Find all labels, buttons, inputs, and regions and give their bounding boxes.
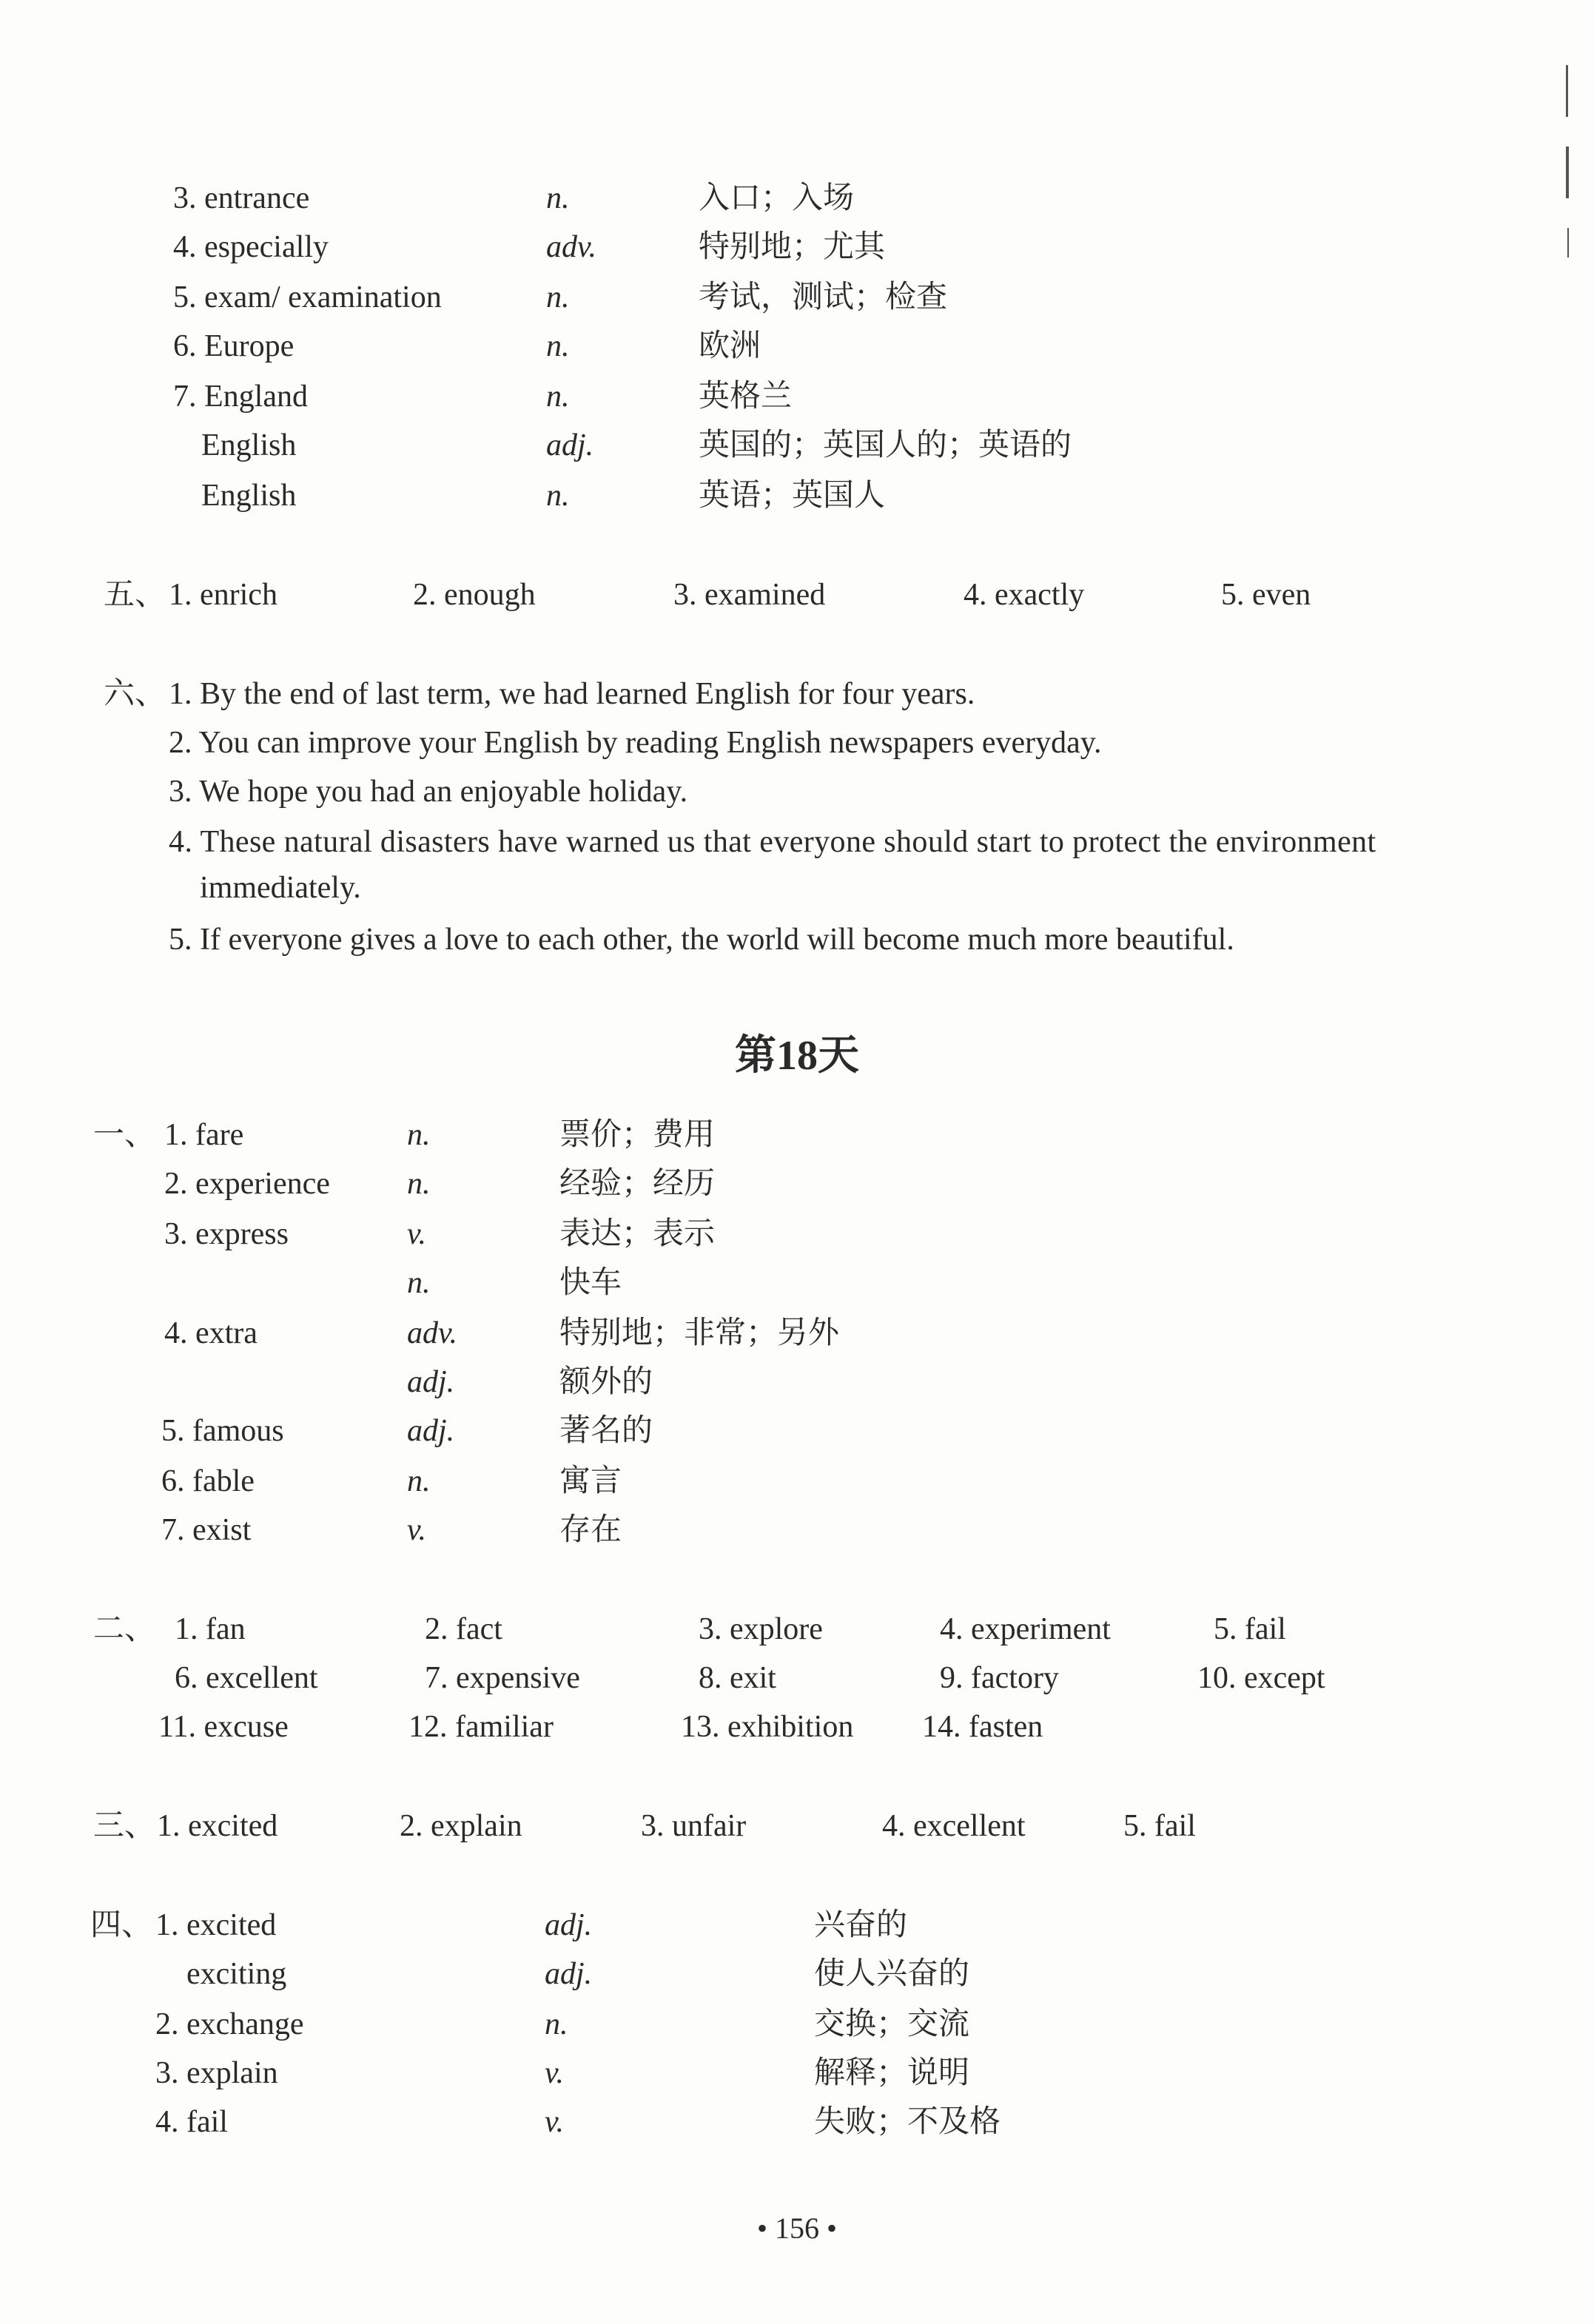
section-label: 四、 [90,1908,153,1942]
vocab-word: English [201,428,297,462]
vocab-pos: n. [546,280,570,314]
answer-item: 1. enrich [169,578,278,612]
vocab-word: 4. fail [155,2105,228,2139]
sentence: immediately. [200,871,361,905]
vocab-meaning: 英国的；英国人的；英语的 [699,428,1072,462]
vocab-word: 7. exist [161,1513,252,1547]
answer-item: 1. excited [157,1809,278,1843]
vocab-meaning: 入口；入场 [699,181,855,215]
section-label: 五、 [104,578,167,612]
answer-item: 7. expensive [425,1661,580,1695]
vocab-meaning: 欧洲 [699,329,761,363]
answer-item: 2. fact [425,1612,502,1646]
answer-item: 12. familiar [408,1710,554,1744]
vocab-pos: n. [545,2007,568,2041]
vocab-pos: adv. [407,1316,458,1350]
vocab-word: 3. explain [155,2056,278,2090]
answer-item: 4. excellent [882,1809,1026,1843]
answer-item: 13. exhibition [681,1710,854,1744]
vocab-meaning: 额外的 [559,1365,653,1399]
vocab-meaning: 票价；费用 [559,1118,716,1152]
vocab-meaning: 失败；不及格 [814,2105,1001,2139]
vocab-pos: n. [407,1167,431,1201]
sentence: 1. By the end of last term, we had learned English for four years. [169,677,975,711]
vocab-meaning: 英语；英国人 [699,479,886,513]
vocab-pos: n. [407,1464,431,1498]
vocab-pos: n. [546,479,570,513]
vocab-meaning: 解释；说明 [814,2056,970,2090]
vocab-word: 4. especially [173,230,329,264]
answer-item: 2. explain [400,1809,522,1843]
vocab-word: 3. express [164,1217,289,1251]
vocab-pos: v. [407,1217,427,1251]
page-number: • 156 • [756,2212,837,2245]
answer-item: 8. exit [699,1661,776,1695]
answer-item: 3. examined [673,578,826,612]
answer-item: 9. factory [940,1661,1059,1695]
answer-item: 2. enough [413,578,536,612]
answer-item: 10. except [1197,1661,1325,1695]
vocab-word: 1. excited [155,1908,277,1942]
vocab-word: 4. extra [164,1316,258,1350]
vocab-word: 7. England [173,380,308,414]
section-label: 三、 [93,1809,156,1843]
vocab-word: 6. Europe [173,329,295,363]
vocab-pos: adj. [546,428,594,462]
sentence: 3. We hope you had an enjoyable holiday. [169,775,688,809]
vocab-meaning: 兴奋的 [814,1908,908,1942]
vocab-word: 2. exchange [155,2007,304,2041]
vocab-pos: n. [407,1118,431,1152]
vocab-pos: adj. [407,1414,455,1448]
vocab-pos: adj. [545,1957,593,1991]
answer-item: 14. fasten [922,1710,1043,1744]
section-label: 一、 [93,1118,156,1152]
vocab-pos: n. [546,380,570,414]
section-label: 二、 [93,1612,156,1646]
vocab-pos: n. [546,329,570,363]
answer-item: 11. excuse [158,1710,289,1744]
vocab-pos: n. [546,181,570,215]
vocab-meaning: 寓言 [559,1464,622,1498]
vocab-meaning: 使人兴奋的 [814,1957,970,1991]
answer-item: 3. unfair [641,1809,747,1843]
answer-item: 6. excellent [175,1661,318,1695]
section-label: 六、 [104,677,167,711]
vocab-pos: v. [407,1513,427,1547]
vocab-meaning: 著名的 [559,1414,653,1448]
vocab-meaning: 表达；表示 [559,1217,716,1251]
vocab-word: 5. famous [161,1414,284,1448]
vocab-word: 2. experience [164,1167,330,1201]
vocab-pos: adj. [545,1908,593,1942]
answer-item: 4. exactly [964,578,1085,612]
vocab-word: 5. exam/ examination [173,280,442,314]
answer-item: 4. experiment [940,1612,1111,1646]
answer-item: 5. fail [1214,1612,1286,1646]
vocab-word: 6. fable [161,1464,255,1498]
margin-mark [1566,146,1569,198]
vocab-meaning: 考试，测试；检查 [699,280,948,314]
sentence: 5. If everyone gives a love to each other, the world will become much more beautiful. [169,923,1234,957]
vocab-meaning: 存在 [559,1513,622,1547]
vocab-meaning: 交换；交流 [814,2007,970,2041]
vocab-word: English [201,479,297,513]
vocab-pos: v. [545,2105,565,2139]
vocab-meaning: 特别地；尤其 [699,230,886,264]
vocab-meaning: 特别地；非常；另外 [559,1316,840,1350]
margin-mark [1566,65,1568,117]
answer-item: 5. even [1221,578,1311,612]
vocab-word: 3. entrance [173,181,310,215]
vocab-meaning: 经验；经历 [559,1167,716,1201]
day-title: 第18天 [735,1033,859,1079]
vocab-meaning: 快车 [559,1266,622,1300]
vocab-word: 1. fare [164,1118,244,1152]
vocab-pos: n. [407,1266,431,1300]
vocab-pos: adv. [546,230,597,264]
sentence: 2. You can improve your English by reading English newspapers everyday. [169,726,1102,760]
answer-item: 1. fan [175,1612,246,1646]
vocab-meaning: 英格兰 [699,380,793,414]
vocab-pos: adj. [407,1365,455,1399]
answer-item: 5. fail [1123,1809,1196,1843]
answer-item: 3. explore [699,1612,823,1646]
vocab-pos: v. [545,2056,565,2090]
vocab-word: exciting [186,1957,287,1991]
margin-mark [1567,228,1569,257]
sentence: 4. These natural disasters have warned us that everyone should start to protect the environment [169,825,1376,859]
